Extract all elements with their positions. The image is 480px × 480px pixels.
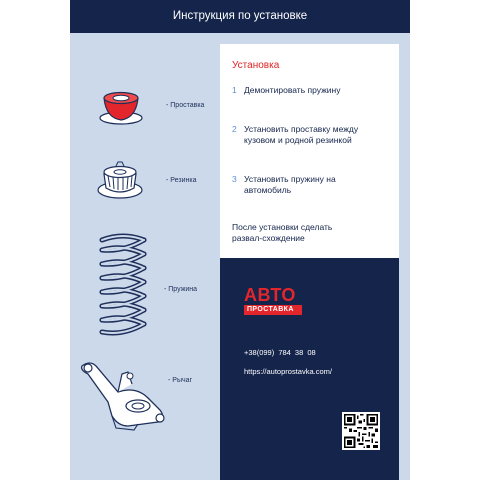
install-panel — [220, 44, 399, 480]
part-label-spacer: - Проставка — [166, 102, 205, 109]
part-label-arm: - Рычаг — [168, 377, 193, 384]
install-title: Установка — [232, 60, 280, 71]
brand-logo-bottom: ПРОСТАВКА — [244, 305, 302, 315]
part-label-spring: - Пружина — [164, 286, 198, 293]
brand-logo — [244, 286, 310, 315]
step-text: Установить пружину на автомобиль — [244, 174, 336, 195]
website-link[interactable]: https://autoprostavka.com/ — [244, 367, 332, 376]
control-arm-icon — [78, 356, 178, 436]
alignment-note: После установки сделать развал-схождение — [232, 222, 333, 243]
install-step-1 — [232, 85, 392, 96]
install-instructions — [220, 44, 399, 258]
spacer-icon — [98, 88, 144, 128]
coil-spring-icon — [98, 232, 148, 342]
step-number: 1 — [232, 85, 237, 95]
part-rubber — [96, 158, 216, 202]
step-text: Установить проставку между кузовом и родной резинкой — [244, 124, 359, 145]
qr-code-icon — [342, 412, 380, 450]
install-step-2 — [232, 124, 392, 146]
part-arm — [78, 356, 218, 436]
part-spacer — [98, 88, 218, 128]
part-label-rubber: - Резинка — [166, 177, 197, 184]
step-text: Демонтировать пружину — [244, 85, 341, 95]
page-title: Инструкция по установке — [70, 0, 410, 33]
part-spring — [98, 232, 218, 342]
rubber-pad-icon — [96, 158, 144, 202]
step-number: 2 — [232, 124, 237, 134]
phone-number: +38(099) 784 38 08 — [244, 348, 316, 357]
brand-logo-top: АВТО — [244, 285, 296, 305]
install-step-3 — [232, 174, 392, 196]
instruction-sheet — [70, 0, 410, 480]
step-number: 3 — [232, 174, 237, 184]
